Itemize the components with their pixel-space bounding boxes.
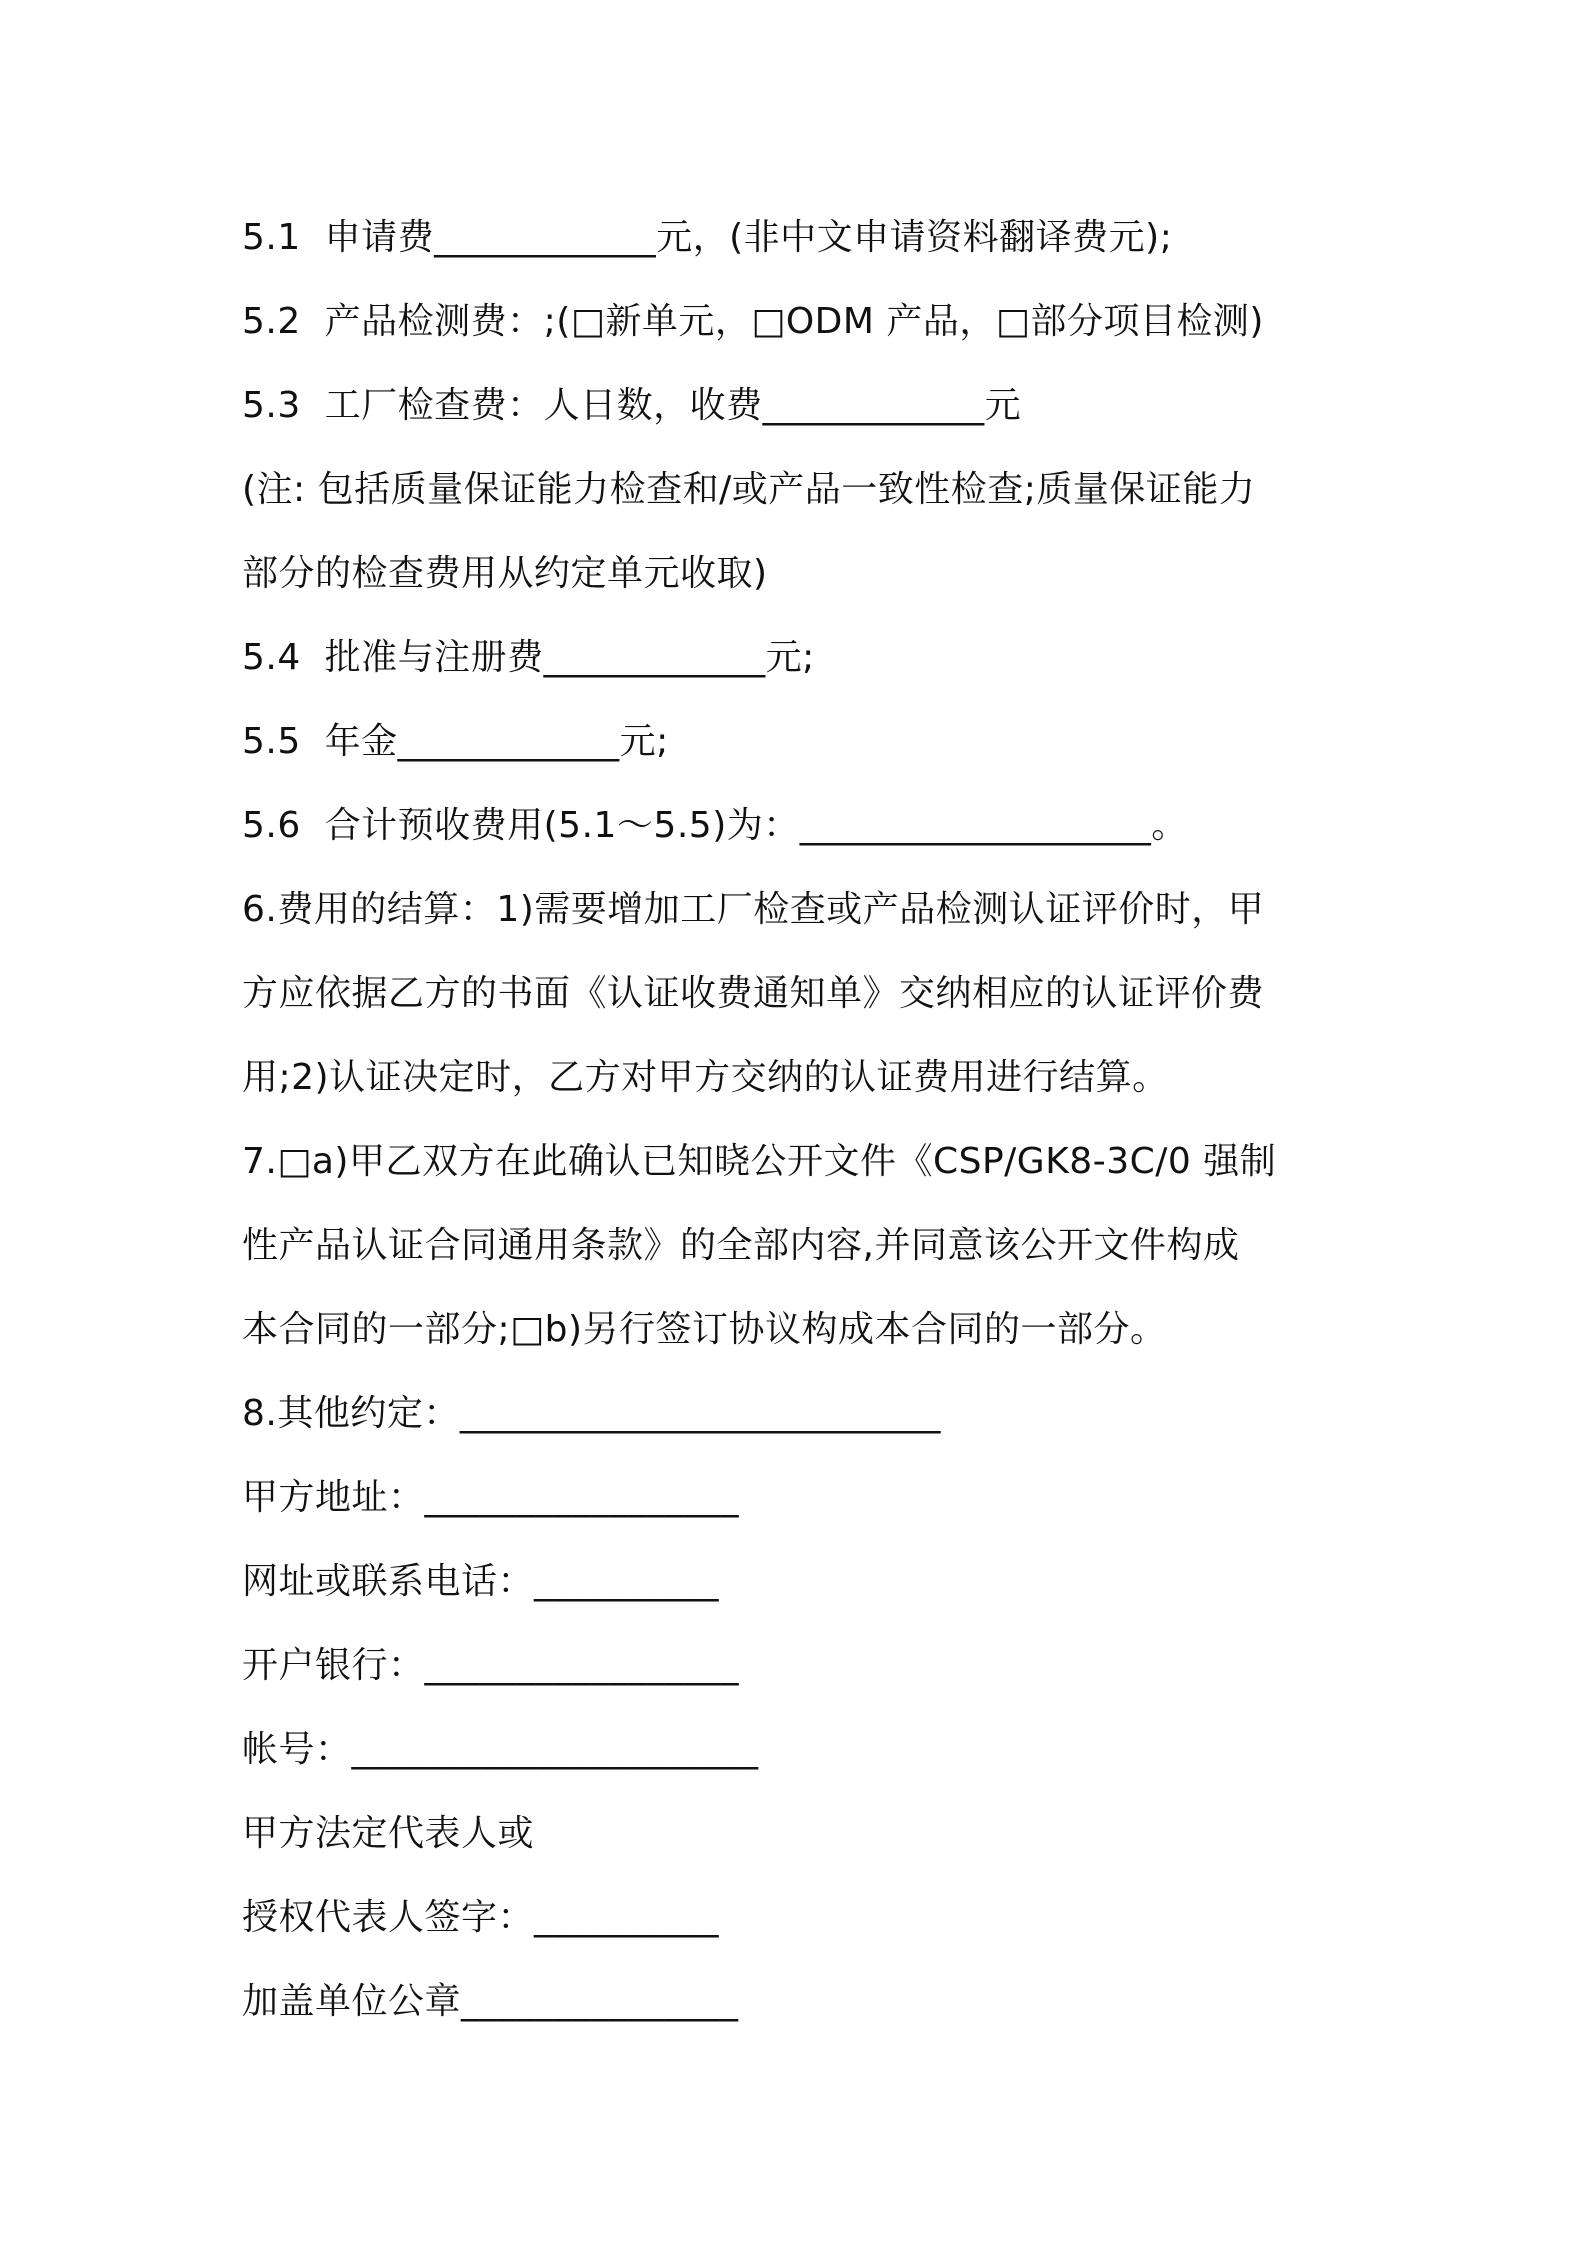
terms-line-2: 性产品认证合同通用条款》的全部内容,并同意该公开文件构成 bbox=[242, 1225, 1240, 1266]
seal-line: 加盖单位公章_______________ bbox=[242, 1981, 739, 2022]
fee-factory-inspection-line: 5.3 工厂检查费：人日数，收费____________元 bbox=[242, 385, 1022, 426]
terms-line-3: 本合同的一部分;□b)另行签订协议构成本合同的一部分。 bbox=[242, 1309, 1167, 1350]
website-phone-line: 网址或联系电话：__________ bbox=[242, 1561, 720, 1602]
representative-line: 甲方法定代表人或 bbox=[242, 1813, 535, 1854]
note-line-2: 部分的检查费用从约定单元收取) bbox=[242, 553, 768, 594]
document-page bbox=[242, 196, 1362, 2044]
fee-approval-line: 5.4 批准与注册费____________元; bbox=[242, 637, 815, 678]
terms-line-1: 7.□a)甲乙双方在此确认已知晓公开文件《CSP/GK8-3C/0 强制 bbox=[242, 1141, 1277, 1182]
fee-product-testing-line: 5.2 产品检测费：;(□新单元，□ODM 产品，□部分项目检测) bbox=[242, 301, 1264, 342]
other-agreement-line: 8.其他约定：__________________________ bbox=[242, 1393, 941, 1434]
party-a-address-line: 甲方地址：_________________ bbox=[242, 1477, 740, 1518]
note-line-1: (注: 包括质量保证能力检查和/或产品一致性检查;质量保证能力 bbox=[242, 469, 1256, 510]
settlement-line-2: 方应依据乙方的书面《认证收费通知单》交纳相应的认证评价费 bbox=[242, 973, 1265, 1014]
settlement-line-1: 6.费用的结算：1)需要增加工厂检查或产品检测认证评价时，甲 bbox=[242, 889, 1265, 930]
settlement-line-3: 用;2)认证决定时，乙方对甲方交纳的认证费用进行结算。 bbox=[242, 1057, 1169, 1098]
fee-annual-line: 5.5 年金____________元; bbox=[242, 721, 669, 762]
signature-line: 授权代表人签字：__________ bbox=[242, 1897, 720, 1938]
fee-total-line: 5.6 合计预收费用(5.1～5.5)为：___________________。 bbox=[242, 805, 1188, 846]
bank-line: 开户银行：_________________ bbox=[242, 1645, 740, 1686]
fee-application-line: 5.1 申请费____________元，(非中文申请资料翻译费元); bbox=[242, 217, 1173, 258]
account-line: 帐号：______________________ bbox=[242, 1729, 759, 1770]
